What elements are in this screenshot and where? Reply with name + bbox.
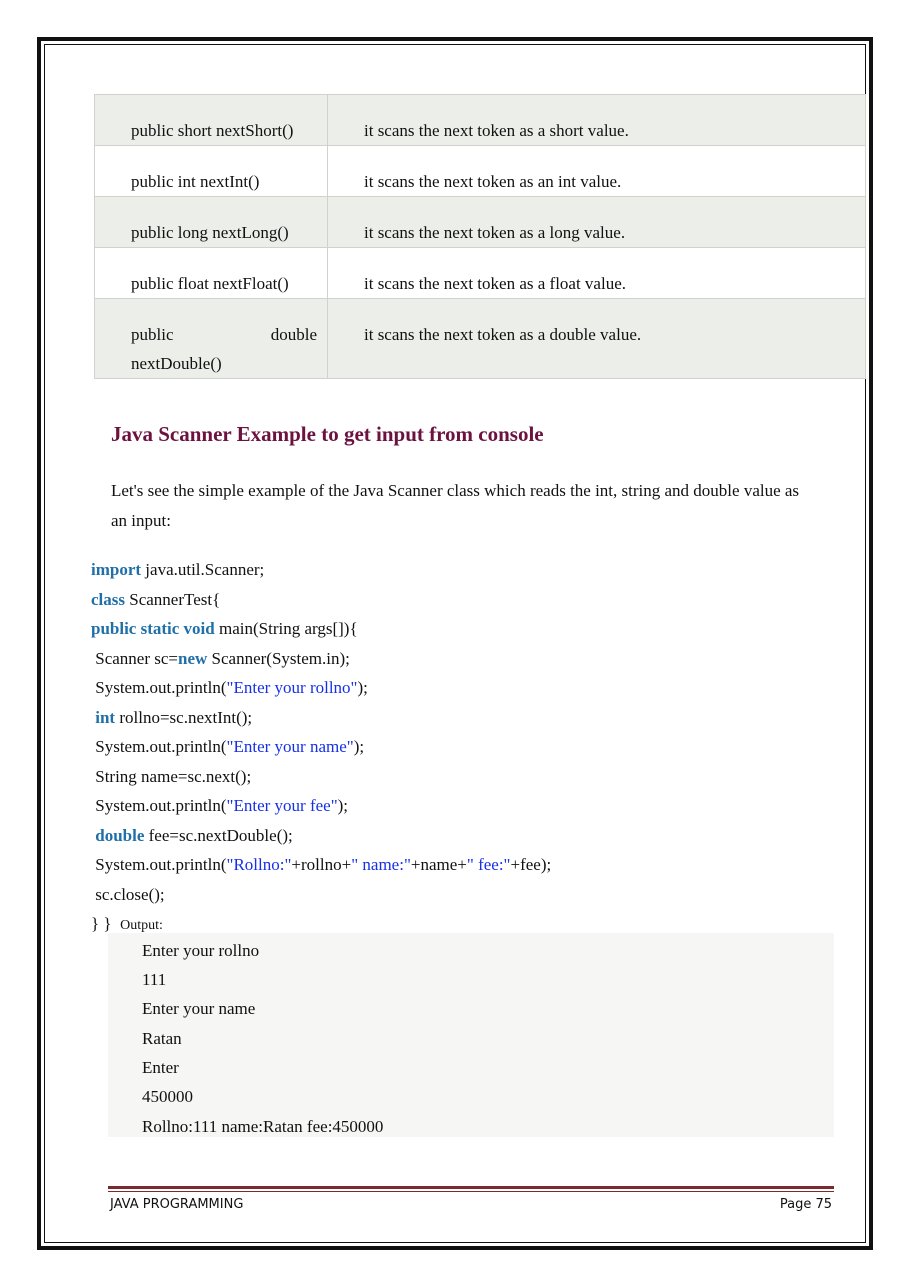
output-line: Enter your name: [142, 999, 256, 1018]
code-keyword: double: [95, 825, 145, 845]
code-line: sc.close();: [91, 884, 165, 904]
footer-rule: [108, 1186, 834, 1189]
code-line: class ScannerTest{: [91, 589, 221, 609]
output-line: Enter: [142, 1058, 179, 1077]
code-string: "Enter your rollno": [226, 678, 358, 697]
code-line: System.out.println("Enter your fee");: [91, 796, 349, 815]
code-line: import java.util.Scanner;: [91, 560, 265, 579]
footer-rule-thin: [108, 1191, 834, 1192]
table-row: [95, 95, 866, 146]
code-line: public static void main(String args[]){: [91, 619, 358, 638]
code-line: System.out.println("Rollno:"+rollno+" name:"+name+" fee:"+fee);: [91, 855, 552, 874]
section-heading: Java Scanner Example to get input from console: [111, 422, 544, 446]
output-box: [108, 933, 834, 1137]
code-keyword: class: [91, 589, 125, 609]
code-line: } } Output:: [91, 914, 163, 933]
code-line: System.out.println("Enter your name");: [91, 737, 365, 756]
method-signature: public float nextFloat(): [131, 274, 289, 293]
code-line: Scanner sc=new Scanner(System.in);: [91, 648, 350, 668]
method-signature: public short nextShort(): [131, 121, 294, 140]
intro-paragraph: Let's see the simple example of the Java Scanner class which reads the int, string and double value as an input:: [111, 481, 800, 530]
code-line: System.out.println("Enter your rollno");: [91, 678, 368, 697]
code-string: " name:": [351, 855, 411, 874]
table-row: [95, 197, 866, 248]
method-description: it scans the next token as a short value.: [364, 121, 629, 140]
code-keyword: import: [91, 560, 142, 579]
code-line: String name=sc.next();: [91, 766, 252, 786]
code-string: "Enter your fee": [226, 796, 338, 815]
method-signature: public long nextLong(): [131, 223, 289, 242]
method-signature-line2: nextDouble(): [131, 354, 222, 373]
output-line: 450000: [142, 1087, 193, 1106]
code-string: " fee:": [466, 855, 511, 874]
method-description: it scans the next token as a double value.: [364, 325, 642, 344]
page-number: Page 75: [779, 1197, 832, 1212]
table-row: [95, 299, 866, 379]
method-description: it scans the next token as a float value.: [364, 274, 626, 293]
table-row: [95, 248, 866, 299]
output-line: Rollno:111 name:Ratan fee:450000: [142, 1117, 384, 1136]
code-line: double fee=sc.nextDouble();: [95, 825, 293, 845]
code-line: int rollno=sc.nextInt();: [95, 707, 253, 727]
method-signature-line1: public double: [131, 325, 317, 344]
method-description: it scans the next token as an int value.: [364, 172, 622, 191]
output-line: 111: [142, 970, 167, 989]
scanner-methods-table: [94, 94, 866, 379]
code-block: [91, 555, 551, 939]
method-signature: [95, 299, 327, 378]
code-string: "Enter your name": [226, 737, 354, 756]
method-signature: public int nextInt(): [131, 172, 260, 191]
code-string: "Rollno:": [226, 855, 292, 874]
output-line: Ratan: [142, 1029, 182, 1048]
code-keyword: new: [178, 648, 208, 668]
output-line: Enter your rollno: [142, 941, 260, 960]
method-description: it scans the next token as a long value.: [364, 223, 626, 242]
table-row: [95, 146, 866, 197]
code-keyword: int: [95, 707, 116, 727]
footer-title: JAVA PROGRAMMING: [110, 1197, 244, 1212]
code-keyword: public static void: [91, 619, 215, 638]
output-label: Output:: [120, 918, 163, 933]
